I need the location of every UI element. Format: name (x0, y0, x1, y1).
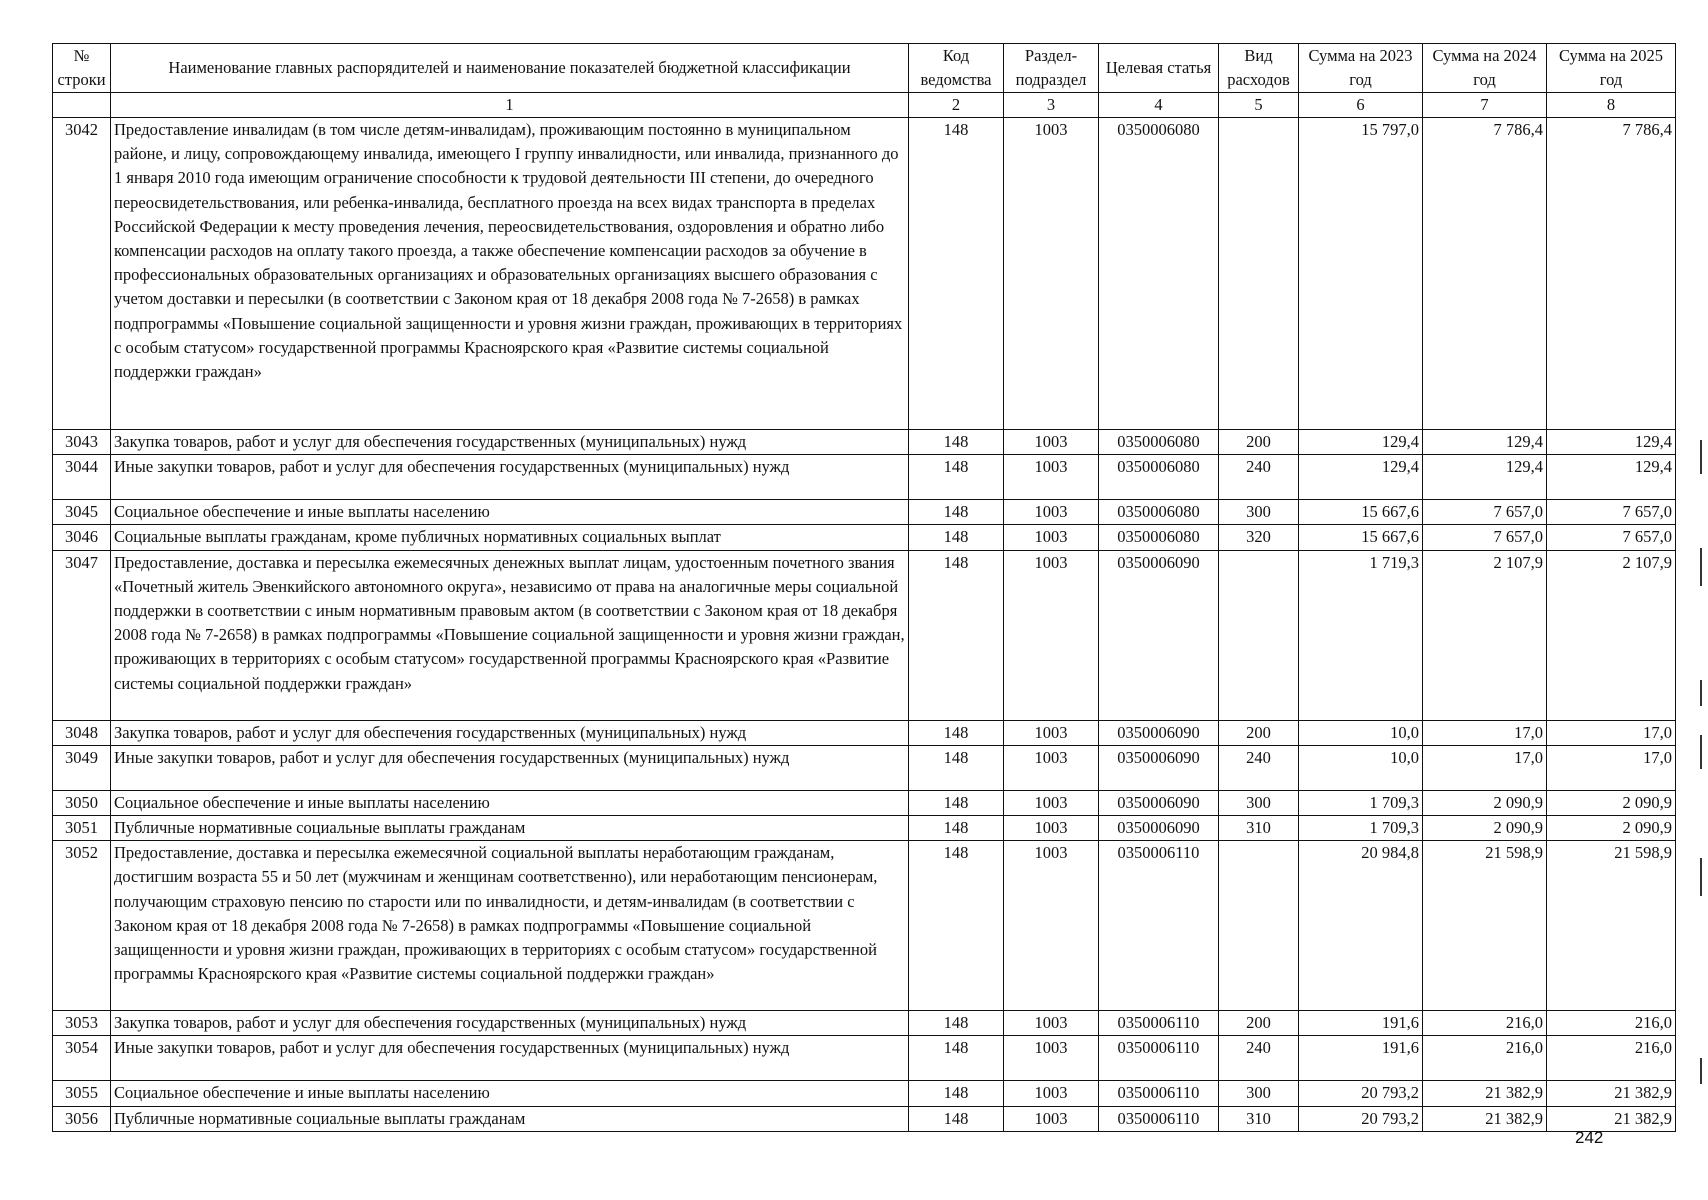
row-section: 1003 (1004, 550, 1099, 720)
row-target: 0350006090 (1099, 816, 1219, 841)
row-sum-2023: 191,6 (1299, 1036, 1423, 1081)
table-row (53, 1081, 1676, 1106)
row-sum-2025: 129,4 (1547, 430, 1676, 455)
row-type: 310 (1219, 816, 1299, 841)
row-sum-2024: 129,4 (1423, 430, 1547, 455)
row-type: 310 (1219, 1106, 1299, 1131)
row-type: 320 (1219, 525, 1299, 550)
row-target: 0350006080 (1099, 525, 1219, 550)
header-section: Раздел-подраздел (1004, 44, 1099, 93)
column-number (53, 93, 111, 118)
row-type: 200 (1219, 720, 1299, 745)
table-row (53, 1106, 1676, 1131)
row-dept: 148 (909, 790, 1004, 815)
row-type: 240 (1219, 1036, 1299, 1081)
row-sum-2023: 191,6 (1299, 1011, 1423, 1036)
row-number: 3054 (53, 1036, 111, 1081)
row-sum-2025: 2 090,9 (1547, 790, 1676, 815)
row-sum-2024: 216,0 (1423, 1036, 1547, 1081)
row-name: Социальные выплаты гражданам, кроме публичных нормативных социальных выплат (111, 525, 909, 550)
row-number: 3049 (53, 745, 111, 790)
row-sum-2023: 1 709,3 (1299, 816, 1423, 841)
header-row (53, 44, 1676, 93)
row-sum-2023: 10,0 (1299, 745, 1423, 790)
row-type: 300 (1219, 790, 1299, 815)
scan-edge-mark (1700, 858, 1702, 896)
row-dept: 148 (909, 841, 1004, 1011)
header-target: Целевая статья (1099, 44, 1219, 93)
row-dept: 148 (909, 1081, 1004, 1106)
scan-edge-mark (1700, 1058, 1702, 1084)
row-section: 1003 (1004, 1081, 1099, 1106)
row-sum-2025: 21 382,9 (1547, 1106, 1676, 1131)
row-sum-2023: 129,4 (1299, 430, 1423, 455)
row-number: 3042 (53, 118, 111, 430)
row-dept: 148 (909, 500, 1004, 525)
row-target: 0350006110 (1099, 1106, 1219, 1131)
row-section: 1003 (1004, 816, 1099, 841)
row-section: 1003 (1004, 500, 1099, 525)
row-sum-2024: 216,0 (1423, 1011, 1547, 1036)
row-sum-2024: 17,0 (1423, 720, 1547, 745)
table-row (53, 790, 1676, 815)
row-target: 0350006080 (1099, 455, 1219, 500)
row-sum-2023: 20 984,8 (1299, 841, 1423, 1011)
row-name: Иные закупки товаров, работ и услуг для обеспечения государственных (муниципальных) нужд (111, 455, 909, 500)
row-dept: 148 (909, 745, 1004, 790)
row-type (1219, 841, 1299, 1011)
row-dept: 148 (909, 1011, 1004, 1036)
row-target: 0350006080 (1099, 500, 1219, 525)
header-sum-2023: Сумма на 2023 год (1299, 44, 1423, 93)
row-sum-2024: 129,4 (1423, 455, 1547, 500)
row-name: Закупка товаров, работ и услуг для обеспечения государственных (муниципальных) нужд (111, 720, 909, 745)
row-section: 1003 (1004, 430, 1099, 455)
row-section: 1003 (1004, 1011, 1099, 1036)
row-section: 1003 (1004, 790, 1099, 815)
row-type: 240 (1219, 745, 1299, 790)
table-row (53, 1036, 1676, 1081)
row-name: Публичные нормативные социальные выплаты гражданам (111, 816, 909, 841)
budget-table (52, 43, 1676, 1132)
row-type (1219, 118, 1299, 430)
header-dept-code: Код ведомства (909, 44, 1004, 93)
row-sum-2025: 7 657,0 (1547, 500, 1676, 525)
scan-edge-mark (1700, 680, 1702, 706)
row-type: 200 (1219, 430, 1299, 455)
row-number: 3046 (53, 525, 111, 550)
row-section: 1003 (1004, 1036, 1099, 1081)
table-row (53, 525, 1676, 550)
row-dept: 148 (909, 525, 1004, 550)
row-type: 240 (1219, 455, 1299, 500)
table-row (53, 1011, 1676, 1036)
row-sum-2024: 7 657,0 (1423, 500, 1547, 525)
row-target: 0350006090 (1099, 720, 1219, 745)
column-number: 5 (1219, 93, 1299, 118)
row-name: Закупка товаров, работ и услуг для обеспечения государственных (муниципальных) нужд (111, 1011, 909, 1036)
row-name: Предоставление, доставка и пересылка ежемесячной социальной выплаты неработающим гражданам, достигшим возраста 55 и 50 лет (мужчинам и женщинам соответственно), или неработающим пенсионерам, получающим страховую пенсию по старости или по инвалидности, и детям-инвалидам (в соответствии с Законом края от 18 декабря 2008 года № 7-2658) в рамках подпрограммы «Повышение социальной защищенности и уровня жизни граждан, проживающих в территориях с особым статусом» государственной программы Красноярского края «Развитие системы социальной поддержки граждан» (111, 841, 909, 1011)
row-sum-2023: 10,0 (1299, 720, 1423, 745)
column-number: 1 (111, 93, 909, 118)
scan-edge-mark (1700, 548, 1702, 586)
row-target: 0350006110 (1099, 1011, 1219, 1036)
header-expense-type: Вид расходов (1219, 44, 1299, 93)
row-target: 0350006110 (1099, 1081, 1219, 1106)
row-sum-2025: 7 786,4 (1547, 118, 1676, 430)
table-row (53, 430, 1676, 455)
row-target: 0350006090 (1099, 790, 1219, 815)
row-dept: 148 (909, 1106, 1004, 1131)
row-dept: 148 (909, 720, 1004, 745)
row-sum-2025: 17,0 (1547, 745, 1676, 790)
row-sum-2024: 21 598,9 (1423, 841, 1547, 1011)
header-name: Наименование главных распорядителей и наименование показателей бюджетной классификации (111, 44, 909, 93)
column-number: 6 (1299, 93, 1423, 118)
row-target: 0350006110 (1099, 841, 1219, 1011)
row-sum-2025: 2 107,9 (1547, 550, 1676, 720)
row-sum-2024: 2 107,9 (1423, 550, 1547, 720)
row-type: 300 (1219, 1081, 1299, 1106)
row-number: 3048 (53, 720, 111, 745)
row-sum-2025: 17,0 (1547, 720, 1676, 745)
row-sum-2025: 129,4 (1547, 455, 1676, 500)
row-type: 200 (1219, 1011, 1299, 1036)
row-number: 3052 (53, 841, 111, 1011)
row-sum-2025: 7 657,0 (1547, 525, 1676, 550)
scan-edge-mark (1700, 440, 1702, 474)
row-name: Предоставление инвалидам (в том числе детям-инвалидам), проживающим постоянно в муниципальном районе, и лицу, сопровождающему инвалида, имеющего I группу инвалидности, или инвалида, признанного до 1 января 2010 года имеющим ограничение способности к трудовой деятельности III степени, до очередного переосвидетельствования, или ребенка-инвалида, бесплатного проезда на всех видах транспорта в пределах Российской Федерации к месту проведения лечения, переосвидетельствования, оздоровления и обратно либо компенсации расходов на оплату такого проезда, а также обеспечение компенсации расходов за обучение в профессиональных образовательных организациях и образовательных организациях высшего образования с учетом доставки и пересылки (в соответствии с Законом края от 18 декабря 2008 года № 7-2658) в рамках подпрограммы «Повышение социальной защищенности и уровня жизни граждан, проживающих в территориях с особым статусом» государственной программы Красноярского края «Развитие системы социальной поддержки граждан» (111, 118, 909, 430)
row-dept: 148 (909, 430, 1004, 455)
row-sum-2025: 216,0 (1547, 1011, 1676, 1036)
column-number: 3 (1004, 93, 1099, 118)
row-name: Закупка товаров, работ и услуг для обеспечения государственных (муниципальных) нужд (111, 430, 909, 455)
table-row (53, 745, 1676, 790)
row-number: 3044 (53, 455, 111, 500)
row-sum-2023: 1 709,3 (1299, 790, 1423, 815)
table-row (53, 720, 1676, 745)
row-sum-2023: 15 667,6 (1299, 500, 1423, 525)
row-target: 0350006080 (1099, 118, 1219, 430)
row-name: Публичные нормативные социальные выплаты гражданам (111, 1106, 909, 1131)
row-target: 0350006080 (1099, 430, 1219, 455)
column-number: 4 (1099, 93, 1219, 118)
row-dept: 148 (909, 118, 1004, 430)
table-row (53, 816, 1676, 841)
row-number: 3056 (53, 1106, 111, 1131)
row-number: 3045 (53, 500, 111, 525)
row-target: 0350006110 (1099, 1036, 1219, 1081)
row-name: Социальное обеспечение и иные выплаты населению (111, 500, 909, 525)
row-dept: 148 (909, 455, 1004, 500)
row-number: 3051 (53, 816, 111, 841)
row-sum-2023: 1 719,3 (1299, 550, 1423, 720)
row-number: 3043 (53, 430, 111, 455)
row-sum-2024: 7 786,4 (1423, 118, 1547, 430)
row-sum-2023: 15 797,0 (1299, 118, 1423, 430)
row-section: 1003 (1004, 118, 1099, 430)
row-sum-2024: 2 090,9 (1423, 816, 1547, 841)
header-sum-2025: Сумма на 2025 год (1547, 44, 1676, 93)
row-sum-2024: 2 090,9 (1423, 790, 1547, 815)
table-row (53, 500, 1676, 525)
row-target: 0350006090 (1099, 550, 1219, 720)
table-row (53, 455, 1676, 500)
row-section: 1003 (1004, 1106, 1099, 1131)
row-sum-2025: 21 382,9 (1547, 1081, 1676, 1106)
row-sum-2025: 21 598,9 (1547, 841, 1676, 1011)
column-number: 7 (1423, 93, 1547, 118)
table-row (53, 118, 1676, 430)
row-section: 1003 (1004, 841, 1099, 1011)
row-name: Предоставление, доставка и пересылка ежемесячных денежных выплат лицам, удостоенным почетного звания «Почетный житель Эвенкийского автономного округа», независимо от права на аналогичные меры социальной поддержки в соответствии с иным нормативным правовым актом (в соответствии с Законом края от 18 декабря 2008 года № 7-2658) в рамках подпрограммы «Повышение социальной защищенности и уровня жизни граждан, проживающих в территориях с особым статусом» государственной программы Красноярского края «Развитие системы социальной поддержки граждан» (111, 550, 909, 720)
row-sum-2025: 216,0 (1547, 1036, 1676, 1081)
row-sum-2023: 20 793,2 (1299, 1106, 1423, 1131)
row-sum-2024: 17,0 (1423, 745, 1547, 790)
row-name: Социальное обеспечение и иные выплаты населению (111, 1081, 909, 1106)
row-sum-2023: 129,4 (1299, 455, 1423, 500)
row-dept: 148 (909, 550, 1004, 720)
page-number: 242 (1575, 1128, 1604, 1147)
row-target: 0350006090 (1099, 745, 1219, 790)
row-name: Иные закупки товаров, работ и услуг для обеспечения государственных (муниципальных) нужд (111, 745, 909, 790)
row-type (1219, 550, 1299, 720)
row-number: 3050 (53, 790, 111, 815)
row-dept: 148 (909, 1036, 1004, 1081)
row-name: Иные закупки товаров, работ и услуг для обеспечения государственных (муниципальных) нужд (111, 1036, 909, 1081)
column-number: 2 (909, 93, 1004, 118)
row-sum-2024: 21 382,9 (1423, 1081, 1547, 1106)
row-sum-2023: 20 793,2 (1299, 1081, 1423, 1106)
row-section: 1003 (1004, 525, 1099, 550)
table-row (53, 550, 1676, 720)
row-section: 1003 (1004, 455, 1099, 500)
header-row-no: № строки (53, 44, 111, 93)
row-number: 3047 (53, 550, 111, 720)
header-sum-2024: Сумма на 2024 год (1423, 44, 1547, 93)
column-number-row (53, 93, 1676, 118)
row-number: 3055 (53, 1081, 111, 1106)
column-number: 8 (1547, 93, 1676, 118)
row-sum-2024: 7 657,0 (1423, 525, 1547, 550)
table-row (53, 841, 1676, 1011)
row-number: 3053 (53, 1011, 111, 1036)
row-name: Социальное обеспечение и иные выплаты населению (111, 790, 909, 815)
row-section: 1003 (1004, 745, 1099, 790)
row-sum-2024: 21 382,9 (1423, 1106, 1547, 1131)
row-dept: 148 (909, 816, 1004, 841)
row-type: 300 (1219, 500, 1299, 525)
row-sum-2023: 15 667,6 (1299, 525, 1423, 550)
scan-edge-mark (1700, 735, 1702, 769)
row-section: 1003 (1004, 720, 1099, 745)
row-sum-2025: 2 090,9 (1547, 816, 1676, 841)
